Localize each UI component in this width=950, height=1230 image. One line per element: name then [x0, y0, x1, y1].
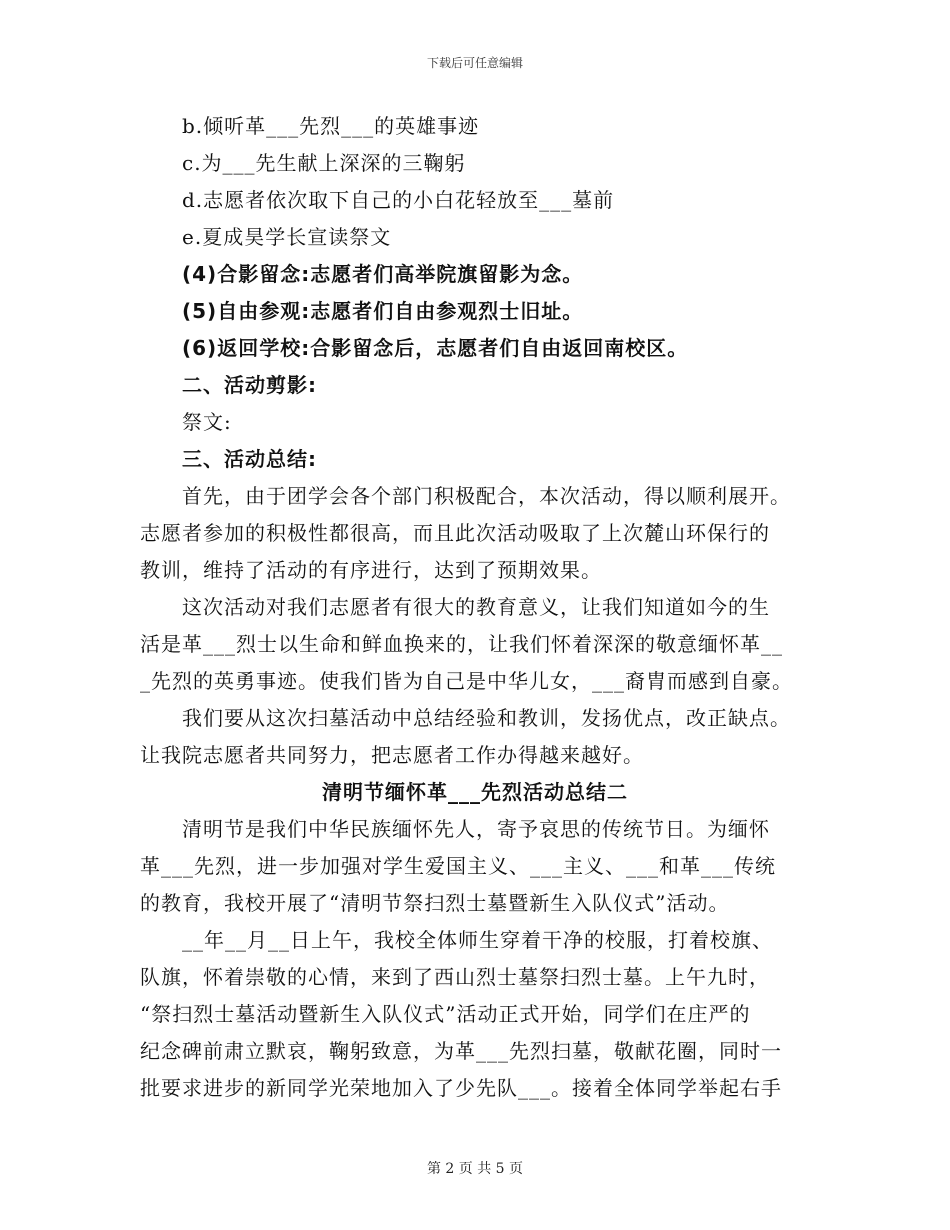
- text-line: 队旗，怀着崇敬的心情，来到了西山烈士墓祭扫烈士墓。上午九时，: [140, 965, 770, 989]
- text-line: 二、活动剪影:: [182, 373, 317, 397]
- text-line: 这次活动对我们志愿者有很大的教育意义，让我们知道如今的生: [182, 595, 770, 619]
- text-line: d.志愿者依次取下自己的小白花轻放至___墓前: [182, 188, 615, 212]
- text-line: c.为___先生献上深深的三鞠躬: [182, 151, 466, 175]
- page-number: 第 2 页 共 5 页: [426, 1161, 524, 1177]
- text-line: “祭扫烈士墓活动暨新生入队仪式”活动正式开始，同学们在庄严的: [140, 1002, 751, 1026]
- header-note: 下载后可任意编辑: [426, 56, 523, 70]
- text-line: 纪念碑前肃立默哀，鞠躬致意，为革___先烈扫墓，敬献花圈，同时一: [140, 1039, 782, 1063]
- text-line: (5)自由参观:志愿者们自由参观烈士旧址。: [182, 299, 584, 323]
- document-body: [140, 108, 810, 1107]
- text-line: 志愿者参加的积极性都很高，而且此次活动吸取了上次麓山环保行的: [140, 521, 770, 545]
- text-line: 教训，维持了活动的有序进行，达到了预期效果。: [140, 558, 602, 582]
- text-line: (4)合影留念:志愿者们高举院旗留影为念。: [182, 262, 584, 286]
- text-line: 批要求进步的新同学光荣地加入了少先队___。接着全体同学举起右手: [140, 1076, 782, 1100]
- text-line: (6)返回学校:合影留念后，志愿者们自由返回南校区。: [182, 336, 689, 360]
- text-line: 的教育，我校开展了“清明节祭扫烈士墓暨新生入队仪式”活动。: [140, 891, 730, 915]
- text-line: 首先，由于团学会各个部门积极配合，本次活动，得以顺利展开。: [182, 484, 791, 508]
- text-line: e.夏成昊学长宣读祭文: [182, 225, 392, 249]
- text-line: 革___先烈，进一步加强对学生爱国主义、___主义、___和革___传统: [140, 854, 776, 878]
- text-line: 清明节是我们中华民族缅怀先人，寄予哀思的传统节日。为缅怀: [182, 817, 770, 841]
- section-title: 清明节缅怀革___先烈活动总结二: [322, 780, 628, 804]
- text-line: _先烈的英勇事迹。使我们皆为自己是中华儿女，___裔胄而感到自豪。: [140, 669, 793, 693]
- text-line: 三、活动总结:: [182, 447, 317, 471]
- text-line: 我们要从这次扫墓活动中总结经验和教训，发扬优点，改正缺点。: [182, 706, 791, 730]
- text-line: __年__月__日上午，我校全体师生穿着干净的校服，打着校旗、: [182, 928, 773, 952]
- text-line: 活是革___烈士以生命和鲜血换来的，让我们怀着深深的敬意缅怀革__: [140, 632, 783, 656]
- text-line: b.倾听革___先烈___的英雄事迹: [182, 114, 480, 138]
- text-line: 让我院志愿者共同努力，把志愿者工作办得越来越好。: [140, 743, 644, 767]
- text-line: 祭文:: [182, 410, 232, 434]
